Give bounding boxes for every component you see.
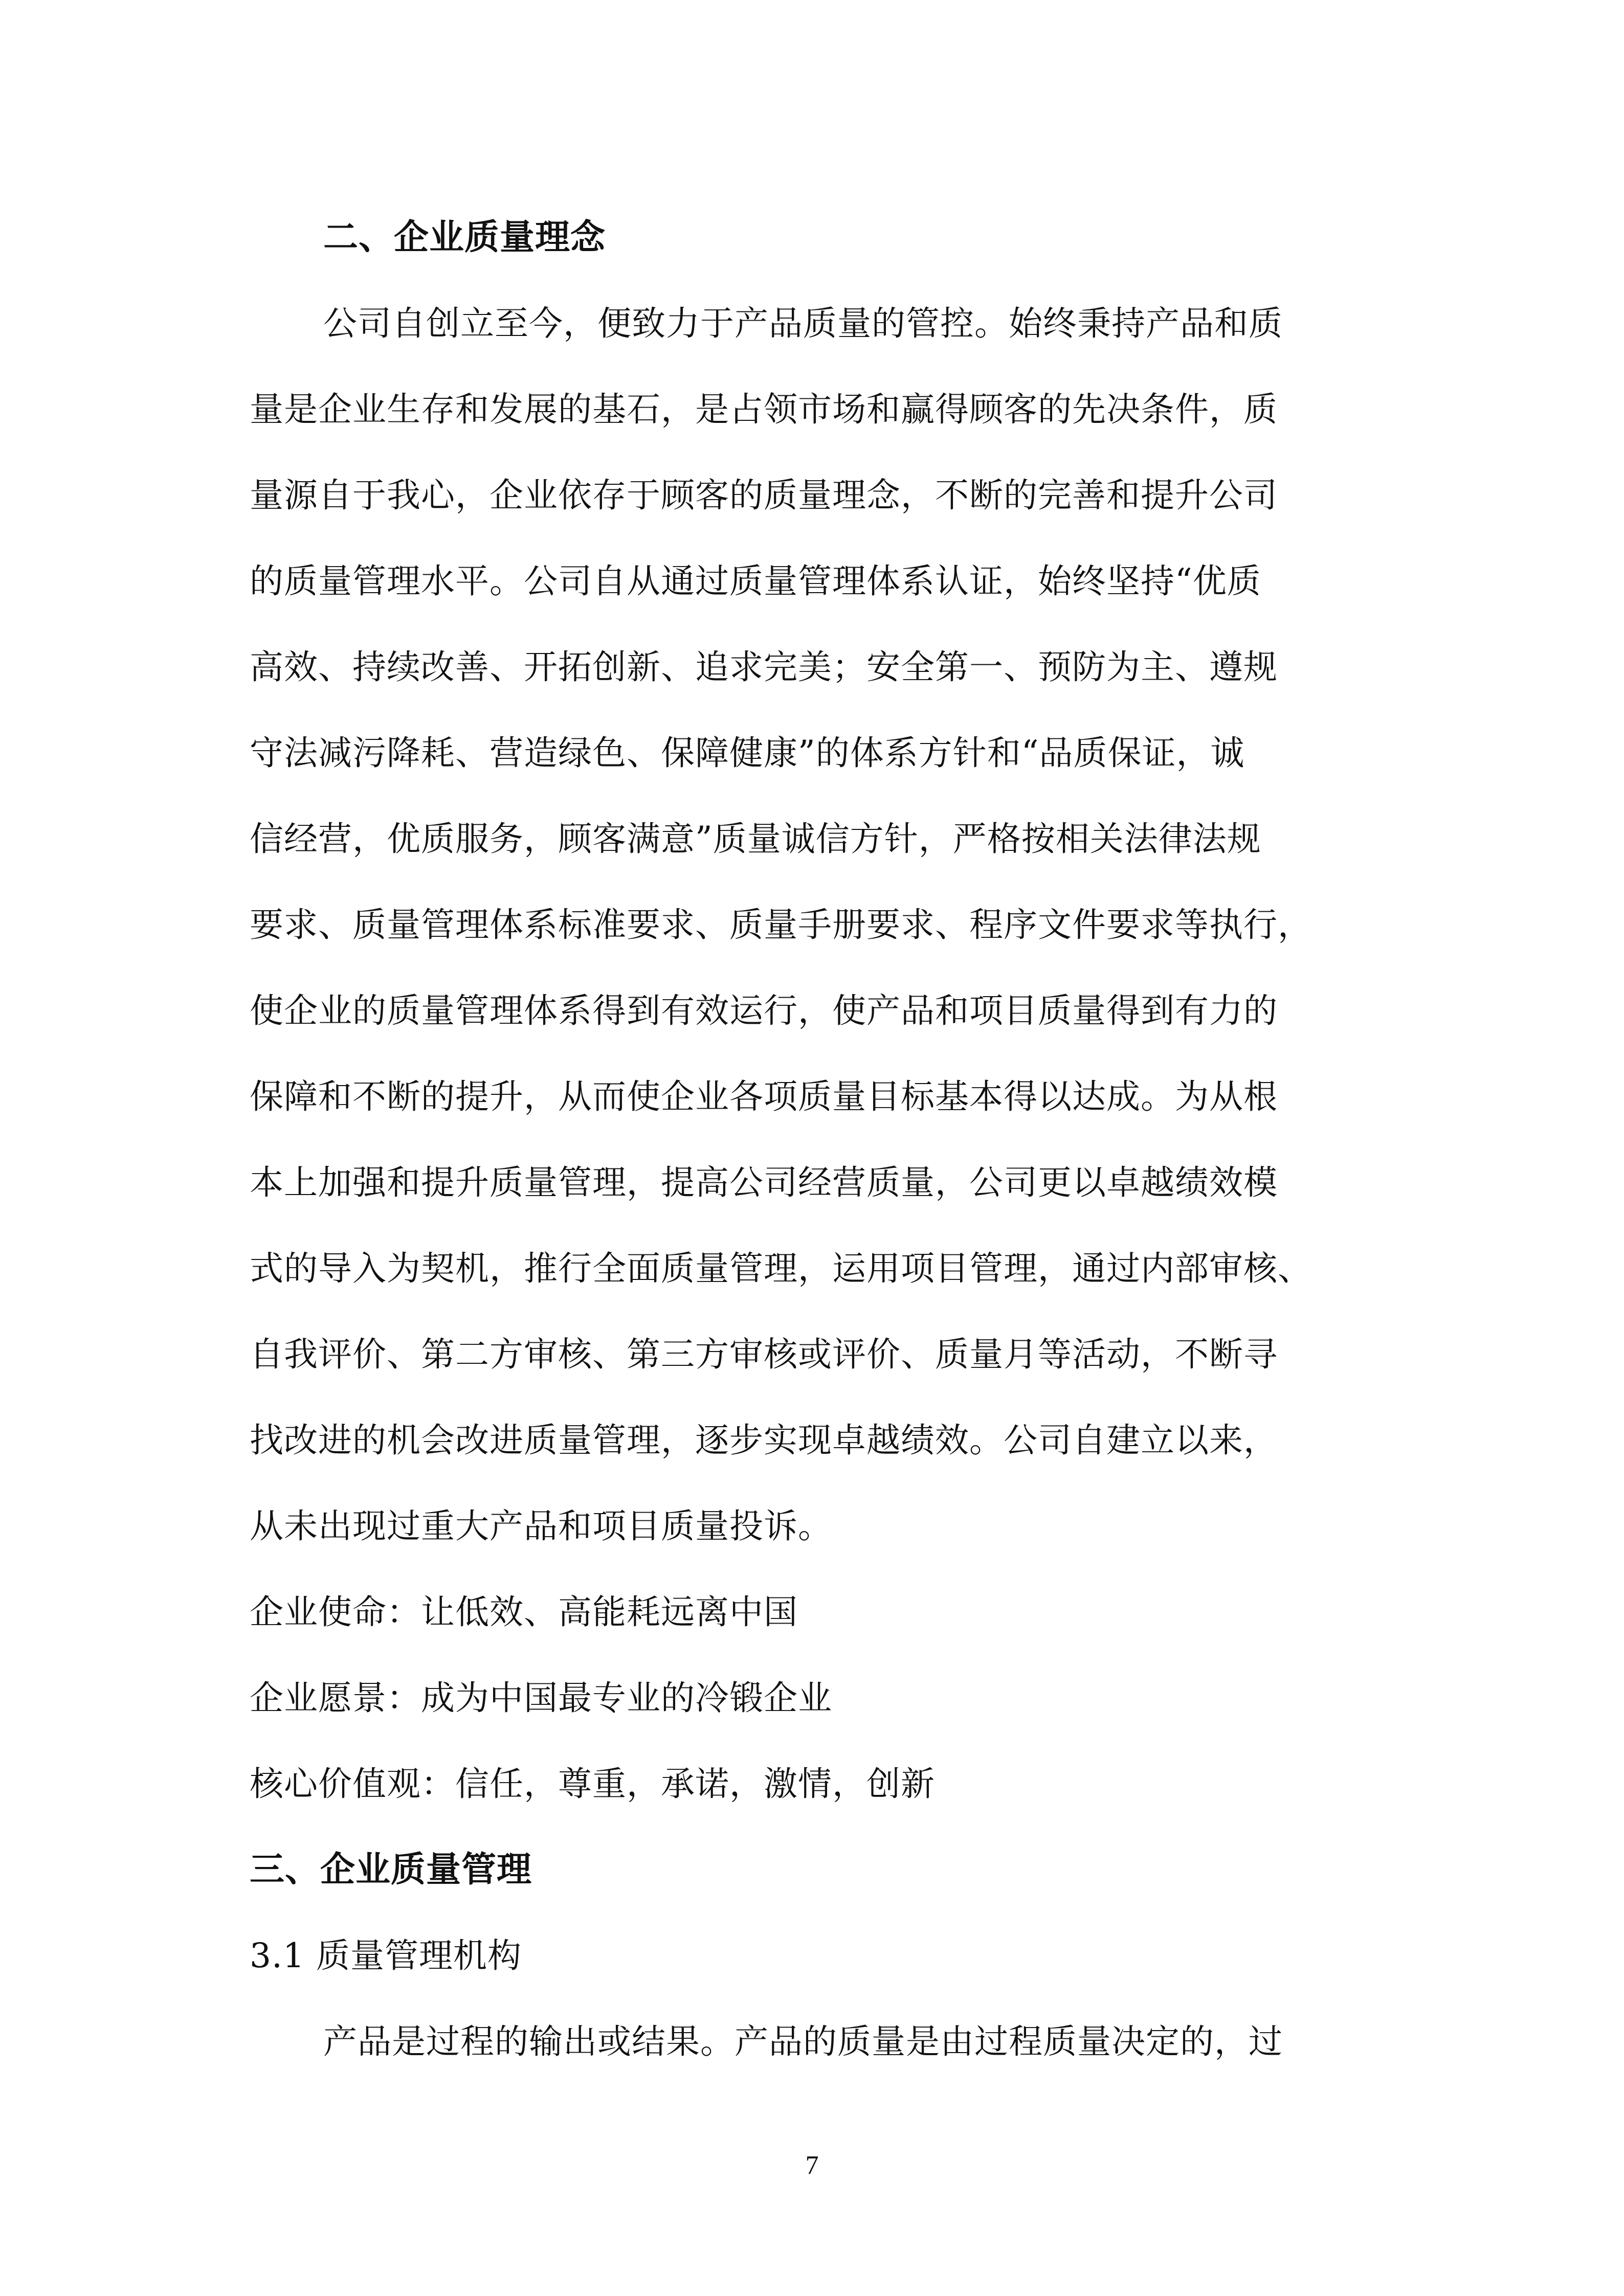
page-number: 7 [805, 2151, 819, 2180]
subsection-3-1-heading: 3.1 质量管理机构 [250, 1936, 522, 1975]
paragraph-line: 从未出现过重大产品和项目质量投诉。 [250, 1506, 832, 1546]
paragraph-line: 高效、持续改善、开拓创新、追求完美；安全第一、预防为主、遵规 [250, 647, 1278, 687]
section-2-heading: 二、企业质量理念 [323, 217, 606, 258]
paragraph-line: 的质量管理水平。公司自从通过质量管理体系认证，始终坚持“优质 [250, 561, 1261, 601]
paragraph-line: 自我评价、第二方审核、第三方审核或评价、质量月等活动，不断寻 [250, 1335, 1278, 1374]
paragraph-line: 要求、质量管理体系标准要求、质量手册要求、程序文件要求等执行， [250, 905, 1312, 944]
paragraph-line: 量是企业生存和发展的基石，是占领市场和赢得顾客的先决条件，质 [250, 390, 1278, 429]
paragraph-line: 信经营，优质服务，顾客满意”质量诚信方针，严格按相关法律法规 [250, 819, 1261, 859]
paragraph-line: 守法减污降耗、营造绿色、保障健康”的体系方针和“品质保证，诚 [250, 733, 1245, 773]
paragraph-line: 找改进的机会改进质量管理，逐步实现卓越绩效。公司自建立以来， [250, 1421, 1278, 1460]
paragraph-line: 量源自于我心，企业依存于顾客的质量理念，不断的完善和提升公司 [250, 476, 1278, 515]
paragraph-line: 保障和不断的提升，从而使企业各项质量目标基本得以达成。为从根 [250, 1077, 1278, 1116]
vision-statement: 企业愿景：成为中国最专业的冷锻企业 [250, 1678, 832, 1718]
section-3-heading: 三、企业质量管理 [250, 1850, 532, 1890]
mission-statement: 企业使命：让低效、高能耗远离中国 [250, 1592, 798, 1632]
paragraph-line: 产品是过程的输出或结果。产品的质量是由过程质量决定的，过 [323, 2022, 1283, 2061]
core-values-statement: 核心价值观：信任，尊重，承诺，激情，创新 [250, 1764, 935, 1804]
paragraph-line: 使企业的质量管理体系得到有效运行，使产品和项目质量得到有力的 [250, 991, 1278, 1030]
paragraph-line: 式的导入为契机，推行全面质量管理，运用项目管理，通过内部审核、 [250, 1249, 1312, 1288]
paragraph-line: 本上加强和提升质量管理，提高公司经营质量，公司更以卓越绩效模 [250, 1163, 1278, 1202]
paragraph-line: 公司自创立至今，便致力于产品质量的管控。始终秉持产品和质 [323, 304, 1283, 343]
